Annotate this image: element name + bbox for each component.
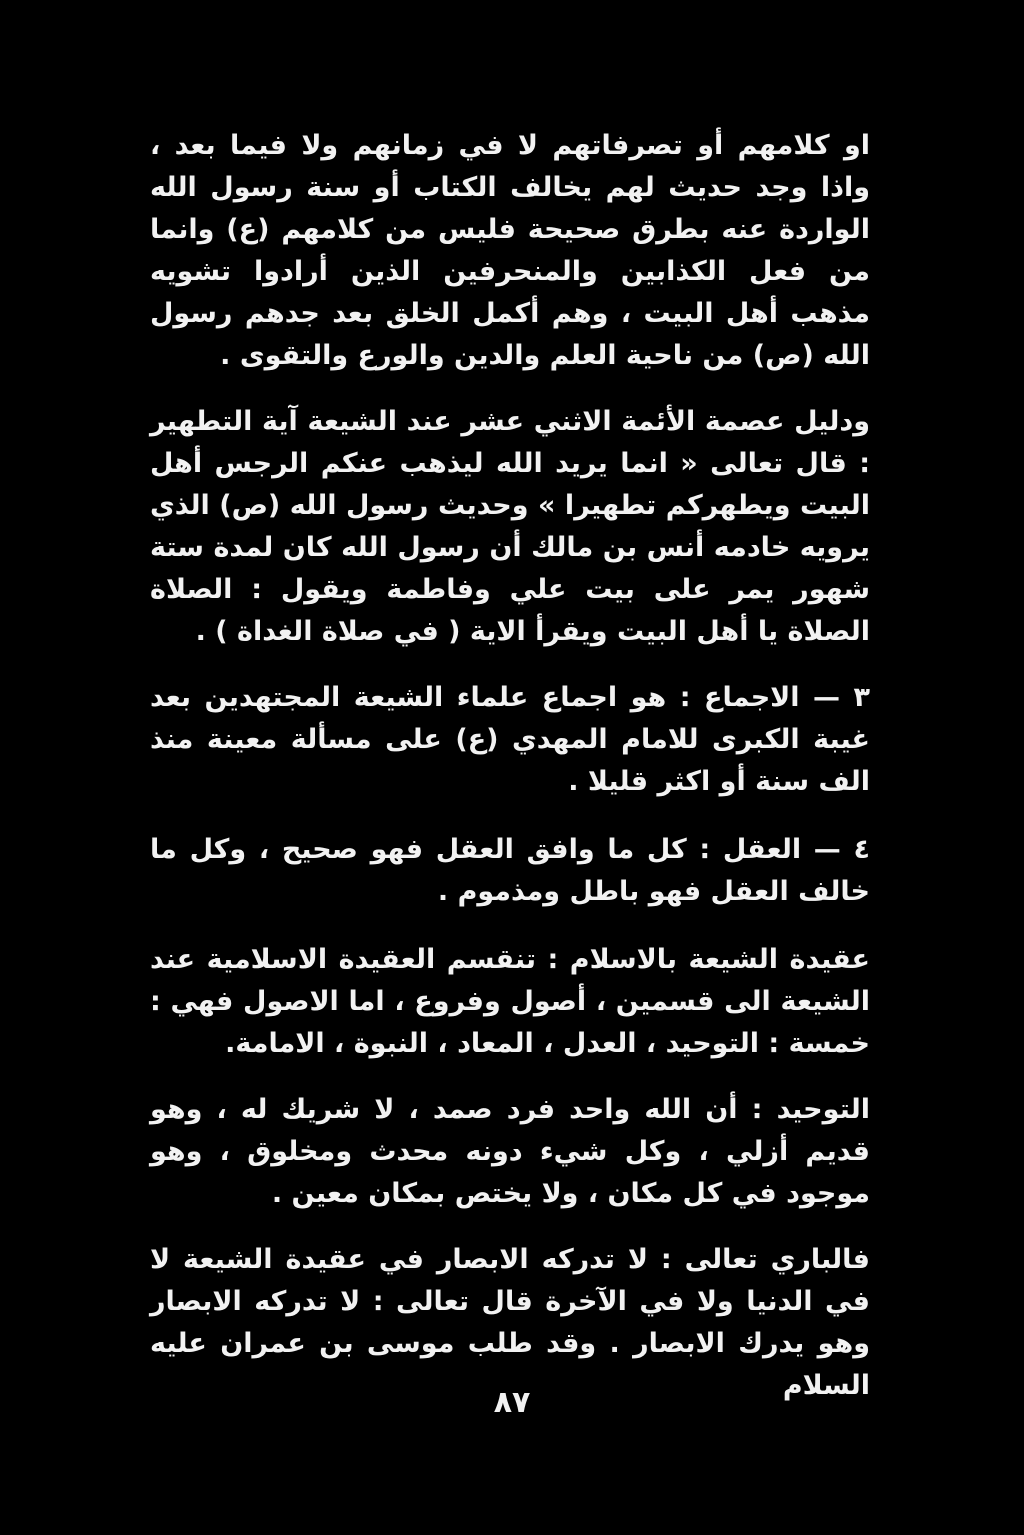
paragraph-5: عقيدة الشيعة بالاسلام : تنقسم العقيدة الاسلامية عند الشيعة الى قسمين ، أصول وفروع ، اما الاصول فهي : خمسة : التوحيد ، العدل ، المعاد ، النبوة ، الامامة. [150,944,870,1059]
page-number: ٨٧ [493,1385,531,1420]
paragraph-1: او كلامهم أو تصرفاتهم لا في زمانهم ولا فيما بعد ، واذا وجد حديث لهم يخالف الكتاب أو سنة رسول الله الواردة عنه بطرق صحيحة فليس من كلامهم (ع) وانما من فعل الكذابين والمنحرفين الذين أرادوا تشويه مذهب أهل البيت ، وهم أكمل الخلق بعد جدهم رسول الله (ص) من ناحية العلم والدين والورع والتقوى . [150,130,870,371]
document-page [150,125,870,1407]
paragraph-3: ٣ — الاجماع : هو اجماع علماء الشيعة المجتهدين بعد غيبة الكبرى للامام المهدي (ع) على مسألة معينة منذ الف سنة أو اكثر قليلا . [150,682,870,797]
paragraph-6: التوحيد : أن الله واحد فرد صمد ، لا شريك له ، وهو قديم أزلي ، وكل شيء دونه محدث ومخلوق ، وهو موجود في كل مكان ، ولا يختص بمكان معين . [150,1094,870,1209]
paragraph-7: فالباري تعالى : لا تدركه الابصار في عقيدة الشيعة لا في الدنيا ولا في الآخرة قال تعالى : لا تدركه الابصار وهو يدرك الابصار . وقد طلب موسى بن عمران عليه السلام [150,1244,870,1401]
paragraph-2: ودليل عصمة الأئمة الاثني عشر عند الشيعة آية التطهير : قال تعالى « انما يريد الله ليذهب عنكم الرجس أهل البيت ويطهركم تطهيرا » وحديث رسول الله (ص) الذي يرويه خادمه أنس بن مالك أن رسول الله كان لمدة ستة شهور يمر على بيت علي وفاطمة ويقول : الصلاة الصلاة يا أهل البيت ويقرأ الاية ( في صلاة الغداة ) . [150,406,870,647]
paragraph-4: ٤ — العقل : كل ما وافق العقل فهو صحيح ، وكل ما خالف العقل فهو باطل ومذموم . [150,834,870,907]
